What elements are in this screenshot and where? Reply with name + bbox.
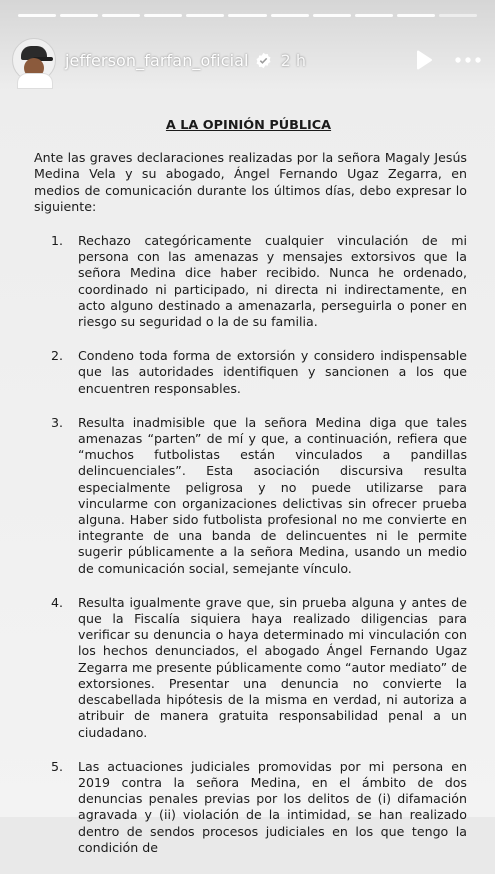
statement-document xyxy=(34,118,467,874)
progress-segment xyxy=(355,14,393,17)
progress-segment xyxy=(439,14,477,17)
verified-badge-icon xyxy=(255,52,272,69)
more-options-icon[interactable] xyxy=(455,57,481,63)
list-item xyxy=(34,595,467,741)
progress-segment xyxy=(60,14,98,17)
list-item xyxy=(34,415,467,577)
list-item xyxy=(34,233,467,330)
progress-segment xyxy=(228,14,266,17)
list-item xyxy=(34,759,467,856)
progress-segment xyxy=(271,14,309,17)
list-item-text: Resulta igualmente grave que, sin prueba alguna y antes de que la Fiscalía siquiera haya realizado diligencias para verificar su denuncia o haya determinado mi vinculación con los hechos denunciados, el abogado Ángel Fernando Ugaz Zegarra me presente públicamente como “autor mediato” de extorsiones. Presentar una denuncia no convierte la descabellada hipótesis de la misma en verdad, ni autoriza a atribuir de manera gratuita responsabilidad penal a un ciudadano. xyxy=(78,594,467,740)
list-item-number: 3. xyxy=(51,414,64,430)
story-timestamp: 2 h xyxy=(280,50,307,70)
progress-segment xyxy=(397,14,435,17)
progress-segment xyxy=(313,14,351,17)
list-item xyxy=(34,348,467,397)
document-intro: Ante las graves declaraciones realizadas por la señora Magaly Jesús Medina Vela y su abogado, Ángel Fernando Ugaz Zegarra, en medios de comunicación durante los últimos días, debo expresar lo siguiente: xyxy=(34,150,467,214)
story-progress-bar xyxy=(18,14,477,17)
profile-avatar[interactable] xyxy=(12,38,56,82)
progress-segment xyxy=(18,14,56,17)
list-item-text: Las actuaciones judiciales promovidas por mi persona en 2019 contra la señora Medina, en el ámbito de dos denuncias penales previas por los delitos de (i) difamación agravada y (ii) violación de la intimidad, se han realizado dentro de sendos procesos judiciales en los que tengo la condición de xyxy=(78,758,467,855)
story-header xyxy=(12,38,481,82)
list-item-text: Resulta inadmisible que la señora Medina diga que tales amenazas “parten” de mí y que, a continuación, refiera que “muchos futbolistas están vinculados a pandillas delincuenciales”. Esta asociación discursiva resulta especialmente peligrosa y no puede utilizarse para vincularme con organizaciones delictivas sin ofrecer prueba alguna. Haber sido futbolista profesional no me convierte en integrante de una banda de delincuentes ni le permite sugerir públicamente a la señora Medina, usando un medio de comunicación social, semejante vínculo. xyxy=(78,414,467,576)
list-item-number: 5. xyxy=(51,758,64,774)
list-item-text: Condeno toda forma de extorsión y considero indispensable que las autoridades identifiquen y sancionen a los que encuentren responsables. xyxy=(78,348,467,396)
list-item-number: 4. xyxy=(51,594,64,610)
document-title: A LA OPINIÓN PÚBLICA xyxy=(165,118,332,133)
list-item-number: 1. xyxy=(51,233,64,249)
progress-segment xyxy=(186,14,224,17)
list-item-number: 2. xyxy=(51,348,64,364)
play-icon[interactable] xyxy=(415,50,433,70)
list-item-text: Rechazo categóricamente cualquier vinculación de mi persona con las amenazas y mensajes extorsivos que la señora Medina dice haber recibido. Nunca he ordenado, coordinado ni participado, ni directa ni indirectamente, en acto alguno destinado a amenazarla, perseguirla o poner en riesgo su seguridad o la de su familia. xyxy=(78,233,467,330)
progress-segment xyxy=(144,14,182,17)
username-link[interactable]: jefferson_farfan_oficial xyxy=(65,50,249,70)
progress-segment xyxy=(102,14,140,17)
